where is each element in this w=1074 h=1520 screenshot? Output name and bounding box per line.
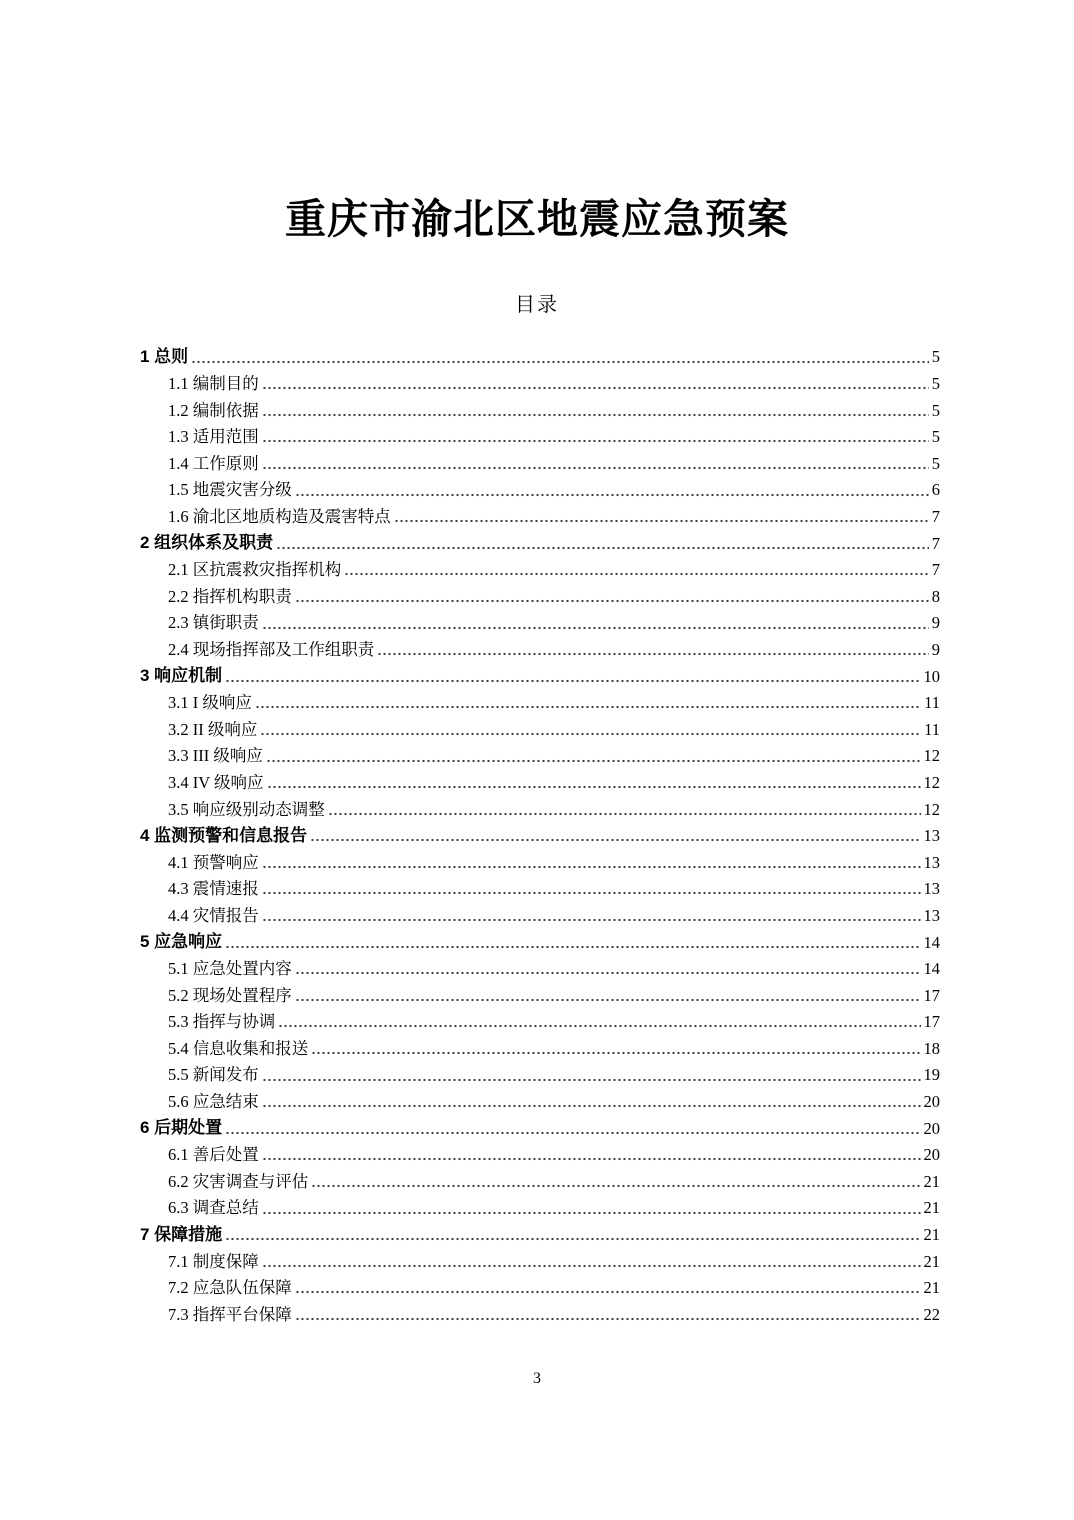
toc-entry-label: 2.4 现场指挥部及工作组职责 bbox=[168, 639, 375, 659]
toc-entry-label: 3.1 I 级响应 bbox=[168, 693, 252, 713]
toc-entry-page: 12 bbox=[923, 799, 940, 819]
toc-entry bbox=[140, 340, 940, 367]
toc-entry-label: 1.1 编制目的 bbox=[168, 374, 259, 394]
toc-entry-page: 11 bbox=[924, 693, 940, 713]
toc-entry bbox=[140, 766, 940, 793]
toc-entry bbox=[140, 686, 940, 713]
toc-leader-dots bbox=[295, 1271, 921, 1298]
toc-leader-dots bbox=[377, 633, 929, 660]
toc-entry bbox=[140, 633, 940, 660]
toc-leader-dots bbox=[225, 1111, 920, 1138]
toc-entry bbox=[140, 739, 940, 766]
toc-entry bbox=[140, 872, 940, 899]
document-title: 重庆市渝北区地震应急预案 bbox=[285, 196, 789, 242]
toc-entry-label: 1.2 编制依据 bbox=[168, 400, 259, 420]
toc-entry-label: 1.6 渝北区地质构造及震害特点 bbox=[168, 507, 391, 527]
toc-entry-page: 14 bbox=[923, 959, 940, 979]
toc-entry bbox=[140, 1111, 940, 1138]
toc-entry-page: 18 bbox=[923, 1038, 940, 1058]
toc-entry-page: 13 bbox=[923, 905, 940, 925]
toc-entry-page: 17 bbox=[923, 1012, 940, 1032]
toc-entry-page: 5 bbox=[931, 453, 940, 473]
toc-entry-page: 9 bbox=[931, 613, 940, 633]
toc-entry-page: 20 bbox=[923, 1145, 940, 1165]
toc-leader-dots bbox=[295, 473, 929, 500]
toc-entry-label: 2.1 区抗震救灾指挥机构 bbox=[168, 560, 342, 580]
toc-leader-dots bbox=[191, 340, 929, 367]
toc-entry-label: 6 后期处置 bbox=[140, 1118, 223, 1138]
toc-entry bbox=[140, 792, 940, 819]
toc-heading: 目录 bbox=[515, 294, 559, 316]
toc-leader-dots bbox=[394, 500, 929, 527]
toc-entry-page: 5 bbox=[931, 400, 940, 420]
toc-entry-page: 8 bbox=[931, 586, 940, 606]
toc-entry-page: 5 bbox=[931, 374, 940, 394]
toc-leader-dots bbox=[225, 1218, 920, 1245]
toc-entry-label: 7.3 指挥平台保障 bbox=[168, 1304, 292, 1324]
toc-entry-page: 21 bbox=[923, 1171, 940, 1191]
toc-entry bbox=[140, 925, 940, 952]
toc-entry bbox=[140, 1271, 940, 1298]
toc-entry-label: 5.6 应急结束 bbox=[168, 1092, 259, 1112]
toc-entry-label: 7 保障措施 bbox=[140, 1224, 223, 1244]
toc-entry-page: 13 bbox=[923, 852, 940, 872]
toc-entry-page: 12 bbox=[923, 746, 940, 766]
toc-entry bbox=[140, 393, 940, 420]
toc-entry-label: 7.2 应急队伍保障 bbox=[168, 1278, 292, 1298]
toc-entry-label: 5.3 指挥与协调 bbox=[168, 1012, 276, 1032]
toc-entry-label: 3.5 响应级别动态调整 bbox=[168, 799, 325, 819]
toc-entry bbox=[140, 1005, 940, 1032]
toc-entry-label: 5.2 现场处置程序 bbox=[168, 985, 292, 1005]
toc-entry-label: 3.2 II 级响应 bbox=[168, 719, 258, 739]
toc-leader-dots bbox=[262, 872, 921, 899]
toc-entry-label: 4.3 震情速报 bbox=[168, 879, 259, 899]
toc-entry bbox=[140, 1058, 940, 1085]
toc-entry-label: 2.3 镇街职责 bbox=[168, 613, 259, 633]
toc-entry-label: 6.1 善后处置 bbox=[168, 1145, 259, 1165]
toc-entry bbox=[140, 473, 940, 500]
toc-entry bbox=[140, 1297, 940, 1324]
toc-leader-dots bbox=[262, 1244, 921, 1271]
toc-entry-label: 5 应急响应 bbox=[140, 931, 223, 951]
toc-entry bbox=[140, 526, 940, 553]
toc-entry-label: 2.2 指挥机构职责 bbox=[168, 586, 292, 606]
toc-leader-dots bbox=[267, 766, 921, 793]
toc-entry-page: 5 bbox=[931, 427, 940, 447]
toc-leader-dots bbox=[262, 606, 929, 633]
toc-entry bbox=[140, 845, 940, 872]
toc-entry-page: 7 bbox=[931, 560, 940, 580]
toc-entry bbox=[140, 952, 940, 979]
toc-leader-dots bbox=[262, 898, 921, 925]
toc-entry-label: 1.5 地震灾害分级 bbox=[168, 480, 292, 500]
toc-leader-dots bbox=[295, 1297, 921, 1324]
toc-entry bbox=[140, 1085, 940, 1112]
toc-leader-dots bbox=[262, 1138, 921, 1165]
toc-entry-page: 21 bbox=[923, 1225, 940, 1245]
toc-leader-dots bbox=[262, 1191, 921, 1218]
toc-entry-page: 10 bbox=[923, 666, 940, 686]
toc-entry bbox=[140, 606, 940, 633]
toc-leader-dots bbox=[262, 845, 921, 872]
toc-leader-dots bbox=[266, 739, 921, 766]
toc-entry-page: 9 bbox=[931, 639, 940, 659]
toc-entry bbox=[140, 1218, 940, 1245]
toc-entry bbox=[140, 1191, 940, 1218]
toc-entry-label: 7.1 制度保障 bbox=[168, 1251, 259, 1271]
toc-entry bbox=[140, 819, 940, 846]
toc-entry bbox=[140, 1164, 940, 1191]
toc-entry-label: 2 组织体系及职责 bbox=[140, 533, 274, 553]
toc-entry-page: 19 bbox=[923, 1065, 940, 1085]
toc-entry-label: 6.2 灾害调查与评估 bbox=[168, 1171, 309, 1191]
toc-entry-page: 13 bbox=[923, 879, 940, 899]
toc-entry-page: 11 bbox=[924, 719, 940, 739]
toc-entry-page: 21 bbox=[923, 1278, 940, 1298]
toc-entry-label: 4.1 预警响应 bbox=[168, 852, 259, 872]
toc-leader-dots bbox=[225, 659, 920, 686]
toc-entry-page: 20 bbox=[923, 1118, 940, 1138]
toc-entry-label: 4.4 灾情报告 bbox=[168, 905, 259, 925]
toc-entry-label: 5.5 新闻发布 bbox=[168, 1065, 259, 1085]
toc-entry bbox=[140, 553, 940, 580]
toc-entry-label: 3 响应机制 bbox=[140, 666, 223, 686]
toc-entry-label: 6.3 调查总结 bbox=[168, 1198, 259, 1218]
toc-entry-label: 1 总则 bbox=[140, 346, 189, 366]
toc-leader-dots bbox=[295, 952, 921, 979]
toc-entry bbox=[140, 1031, 940, 1058]
toc-leader-dots bbox=[225, 925, 920, 952]
toc-entry-page: 13 bbox=[923, 826, 940, 846]
toc-entry-label: 4 监测预警和信息报告 bbox=[140, 825, 308, 845]
toc-leader-dots bbox=[262, 1058, 921, 1085]
toc-entry bbox=[140, 579, 940, 606]
toc-entry-page: 22 bbox=[923, 1304, 940, 1324]
toc-entry bbox=[140, 659, 940, 686]
toc-leader-dots bbox=[262, 1085, 921, 1112]
toc-entry bbox=[140, 420, 940, 447]
toc-entry bbox=[140, 898, 940, 925]
toc-entry bbox=[140, 500, 940, 527]
toc-entry-label: 3.3 III 级响应 bbox=[168, 746, 263, 766]
toc-entry-page: 20 bbox=[923, 1092, 940, 1112]
toc-leader-dots bbox=[262, 393, 929, 420]
toc-entry-label: 1.3 适用范围 bbox=[168, 427, 259, 447]
toc-entry-label: 5.4 信息收集和报送 bbox=[168, 1038, 309, 1058]
toc-entry bbox=[140, 1138, 940, 1165]
page-footer-number: 3 bbox=[533, 1370, 541, 1387]
toc-leader-dots bbox=[278, 1005, 920, 1032]
toc-entry-label: 3.4 IV 级响应 bbox=[168, 772, 264, 792]
toc-leader-dots bbox=[260, 712, 921, 739]
toc-leader-dots bbox=[262, 446, 929, 473]
toc-entry-page: 21 bbox=[923, 1198, 940, 1218]
toc-entry bbox=[140, 446, 940, 473]
toc-leader-dots bbox=[255, 686, 921, 713]
toc-leader-dots bbox=[262, 367, 929, 394]
toc-leader-dots bbox=[311, 1031, 920, 1058]
toc-entry-page: 17 bbox=[923, 985, 940, 1005]
toc-entry bbox=[140, 712, 940, 739]
toc-entry bbox=[140, 367, 940, 394]
toc-entry-page: 6 bbox=[931, 480, 940, 500]
toc-entry-page: 21 bbox=[923, 1251, 940, 1271]
toc-leader-dots bbox=[262, 420, 929, 447]
toc-leader-dots bbox=[310, 819, 920, 846]
toc-leader-dots bbox=[295, 978, 921, 1005]
toc-entry bbox=[140, 978, 940, 1005]
toc-leader-dots bbox=[311, 1164, 920, 1191]
toc-leader-dots bbox=[328, 792, 921, 819]
toc-entry-page: 7 bbox=[931, 507, 940, 527]
toc-leader-dots bbox=[344, 553, 929, 580]
toc-entry-page: 14 bbox=[923, 932, 940, 952]
toc-entry-label: 1.4 工作原则 bbox=[168, 453, 259, 473]
toc-leader-dots bbox=[295, 579, 929, 606]
toc-entry-page: 5 bbox=[931, 347, 940, 367]
toc-entry-page: 7 bbox=[931, 533, 940, 553]
toc-entry-page: 12 bbox=[923, 772, 940, 792]
toc-entry bbox=[140, 1244, 940, 1271]
toc-leader-dots bbox=[276, 526, 929, 553]
toc-list bbox=[140, 340, 940, 1324]
toc-entry-label: 5.1 应急处置内容 bbox=[168, 959, 292, 979]
